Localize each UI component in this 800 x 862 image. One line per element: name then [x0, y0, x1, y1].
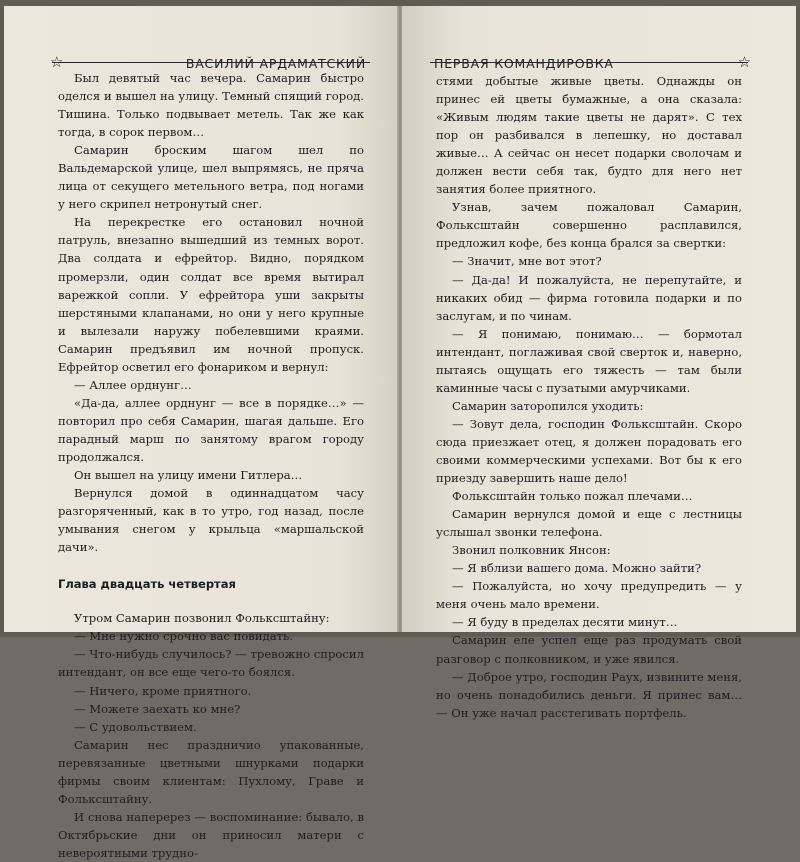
- paragraph: Звонил полковник Янсон:: [452, 543, 611, 558]
- paragraph: Фольксштайн только пожал плечами…: [452, 489, 693, 504]
- right-body-text: [436, 72, 742, 722]
- left-page: [4, 6, 398, 860]
- right-page: [402, 6, 796, 720]
- right-header-title: ПЕРВАЯ КОМАНДИРОВКА: [434, 56, 614, 71]
- right-running-header: [430, 36, 752, 71]
- chapter-heading: Глава двадцать четвертая: [58, 577, 236, 592]
- paragraph: На перекрестке его остановил ночной патруль, внезапно вышедший из темных ворот. Два солдата и ефрейтор. Видно, порядком промерзли, один солдат все время вытирал варежкой сопли. У ефрейтора уши закрыты шерстяными клапанами, но они у него крупные и вылезали наружу побелевшими краями. Самарин предъявил им ночной пропуск. Ефрейтор осветил его фонариком и вернул:: [58, 215, 364, 374]
- star-icon: ☆: [50, 53, 65, 71]
- paragraph: — Я буду в пределах десяти минут…: [452, 615, 678, 630]
- paragraph: — Значит, мне вот этот?: [452, 254, 602, 269]
- paragraph: Самарин броским шагом шел по Вальдемарской улице, шел выпрямясь, не пряча лица от секущего метельного ветра, под ногами у него скрипел нетронутый снег.: [58, 143, 364, 212]
- paragraph: Самарин заторопился уходить:: [452, 398, 644, 413]
- paragraph: — Зовут дела, господин Фольксштайн. Скоро сюда приезжает отец, я должен порадовать его своими коммерческими успехами. Вот бы к его приезду завершить наше дело!: [436, 416, 742, 486]
- paragraph: И снова наперерез — воспоминание: бывало, в Октябрьские дни он приносил матери с невероятными трудно-: [58, 809, 364, 860]
- paragraph: — Ничего, кроме приятного.: [74, 683, 252, 698]
- left-body-text: [58, 69, 364, 862]
- paragraph: — Да-да! И пожалуйста, не перепутайте, и никаких обид — фирма готовила подарки и по заслугам, и по чинам.: [436, 272, 742, 323]
- paragraph: — Пожалуйста, но хочу предупредить — у меня очень мало времени.: [436, 579, 742, 612]
- left-header-title: ВАСИЛИЙ АРДАМАТСКИЙ: [185, 56, 366, 71]
- star-icon: ☆: [737, 53, 752, 71]
- paragraph: Был девятый час вечера. Самарин быстро оделся и вышел на улицу. Темный спящий город. Тишина. Только подвывает метель. Так же как тогда, в сорок первом…: [58, 71, 364, 140]
- paragraph: — Что-нибудь случилось? — тревожно спросил интендант, он все еще чего-то боялся.: [58, 647, 364, 680]
- paragraph: — Доброе утро, господин Раух, извините меня, но очень понадобились деньги. Я принес вам… — Он уже начал расстегивать портфель.: [436, 669, 742, 720]
- paragraph: Он вышел на улицу имени Гитлера…: [74, 468, 303, 483]
- paragraph: Самарин нес праздничио упакованные, перевязанные цветными шнурками подарки фирмы своим клиентам: Пухлому, Граве и Фольксштайну.: [58, 737, 364, 806]
- left-running-header: [50, 36, 370, 71]
- paragraph: Самарин вернулся домой и еще с лестницы услышал звонки телефона.: [436, 507, 742, 540]
- paragraph: Утром Самарин позвонил Фольксштайну:: [74, 611, 330, 626]
- paragraph-continuation: стями добытые живые цветы. Однажды он принес ей цветы бумажные, а она сказала: «Живым людям такие цветы не дарят». С тех пор он разбивался в лепешку, но доставал живые… А сейчас он несет подарки сволочам и должен вести себя так, будто для него нет занятия более приятного.: [436, 74, 742, 197]
- paragraph: — Я вблизи вашего дома. Можно зайти?: [452, 561, 702, 576]
- paragraph: Самарин еле успел еще раз продумать свой разговор с полковником, и уже явился.: [436, 633, 742, 666]
- paragraph: — Мне нужно срочно вас повидать.: [74, 629, 294, 644]
- paragraph: — Можете заехать ко мне?: [74, 701, 241, 716]
- paragraph: — Я понимаю, понимаю… — бормотал интендант, поглаживая свой сверток и, наверно, пытаясь ощущать его тяжесть — там были каминные часы с пузатыми амурчиками.: [436, 326, 742, 395]
- paragraph: — С удовольствием.: [74, 719, 197, 734]
- paragraph: Вернулся домой в одиннадцатом часу разгоряченный, как в то утро, год назад, после умывания снегом у крыльца «маршальской дачи».: [58, 486, 364, 555]
- paragraph: «Да-да, аллее орднунг — все в порядке…» — повторил про себя Самарин, шагая дальше. Его парадный марш по занятому врагом городу продолжался.: [58, 395, 364, 464]
- paragraph: Узнав, зачем пожаловал Самарин, Фольксштайн совершенно расплавился, предложил кофе, без конца брался за свертки:: [436, 200, 742, 251]
- paragraph: — Аллее орднунг…: [74, 377, 192, 392]
